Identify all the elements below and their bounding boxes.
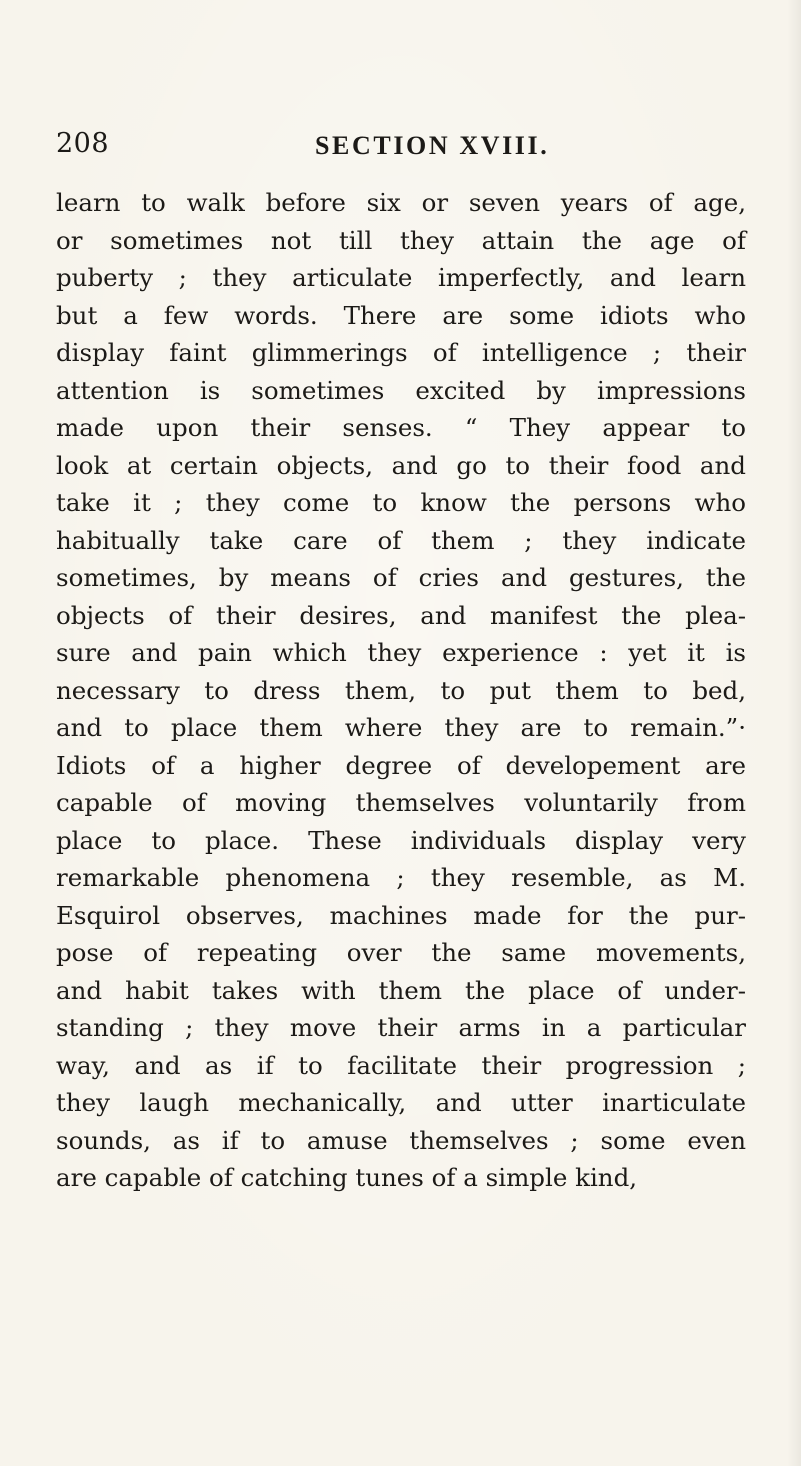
text-line: are capable of catching tunes of a simple kind, (56, 1163, 638, 1192)
text-line: place to place. These individuals display very (56, 825, 746, 855)
text-line: remarkable phenomena ; they resemble, as M. (56, 863, 746, 892)
text-line: necessary to dress them, to put them to bed, (56, 675, 746, 705)
page-number: 208 (56, 128, 110, 159)
text-line: Esquirol observes, machines made for the pur- (56, 900, 746, 930)
text-line: sometimes, by means of cries and gestures, the (56, 563, 746, 592)
text-line: Idiots of a higher degree of developement are (56, 750, 746, 780)
text-line: way, and as if to facilitate their progression ; (56, 1050, 746, 1080)
text-line: sounds, as if to amuse themselves ; some even (56, 1125, 746, 1155)
text-line: or sometimes not till they attain the age of (56, 225, 746, 255)
text-line: they laugh mechanically, and utter inarticulate (56, 1088, 746, 1117)
text-line: made upon their senses. “ They appear to (56, 413, 746, 442)
text-line: display faint glimmerings of intelligence ; their (56, 338, 746, 367)
text-line: attention is sometimes excited by impressions (56, 375, 746, 405)
text-line: and to place them where they are to remain.”· (56, 713, 746, 742)
text-line: capable of moving themselves voluntarily from (56, 788, 746, 817)
text-line: look at certain objects, and go to their food and (56, 450, 746, 480)
text-line: but a few words. There are some idiots who (56, 300, 746, 330)
text-line: take it ; they come to know the persons who (56, 488, 746, 517)
text-line: objects of their desires, and manifest the plea- (56, 600, 746, 630)
text-line: pose of repeating over the same movements, (56, 938, 746, 967)
text-line: standing ; they move their arms in a particular (56, 1013, 746, 1042)
text-line: and habit takes with them the place of under- (56, 975, 746, 1005)
running-head (0, 128, 801, 168)
text-line: puberty ; they articulate imperfectly, and learn (56, 263, 746, 292)
text-line: learn to walk before six or seven years of age, (56, 188, 746, 217)
section-title: SECTION XVIII. (315, 131, 550, 160)
body-text (56, 184, 746, 1197)
text-line: sure and pain which they experience : yet it is (56, 638, 746, 667)
text-line: habitually take care of them ; they indicate (56, 525, 746, 555)
